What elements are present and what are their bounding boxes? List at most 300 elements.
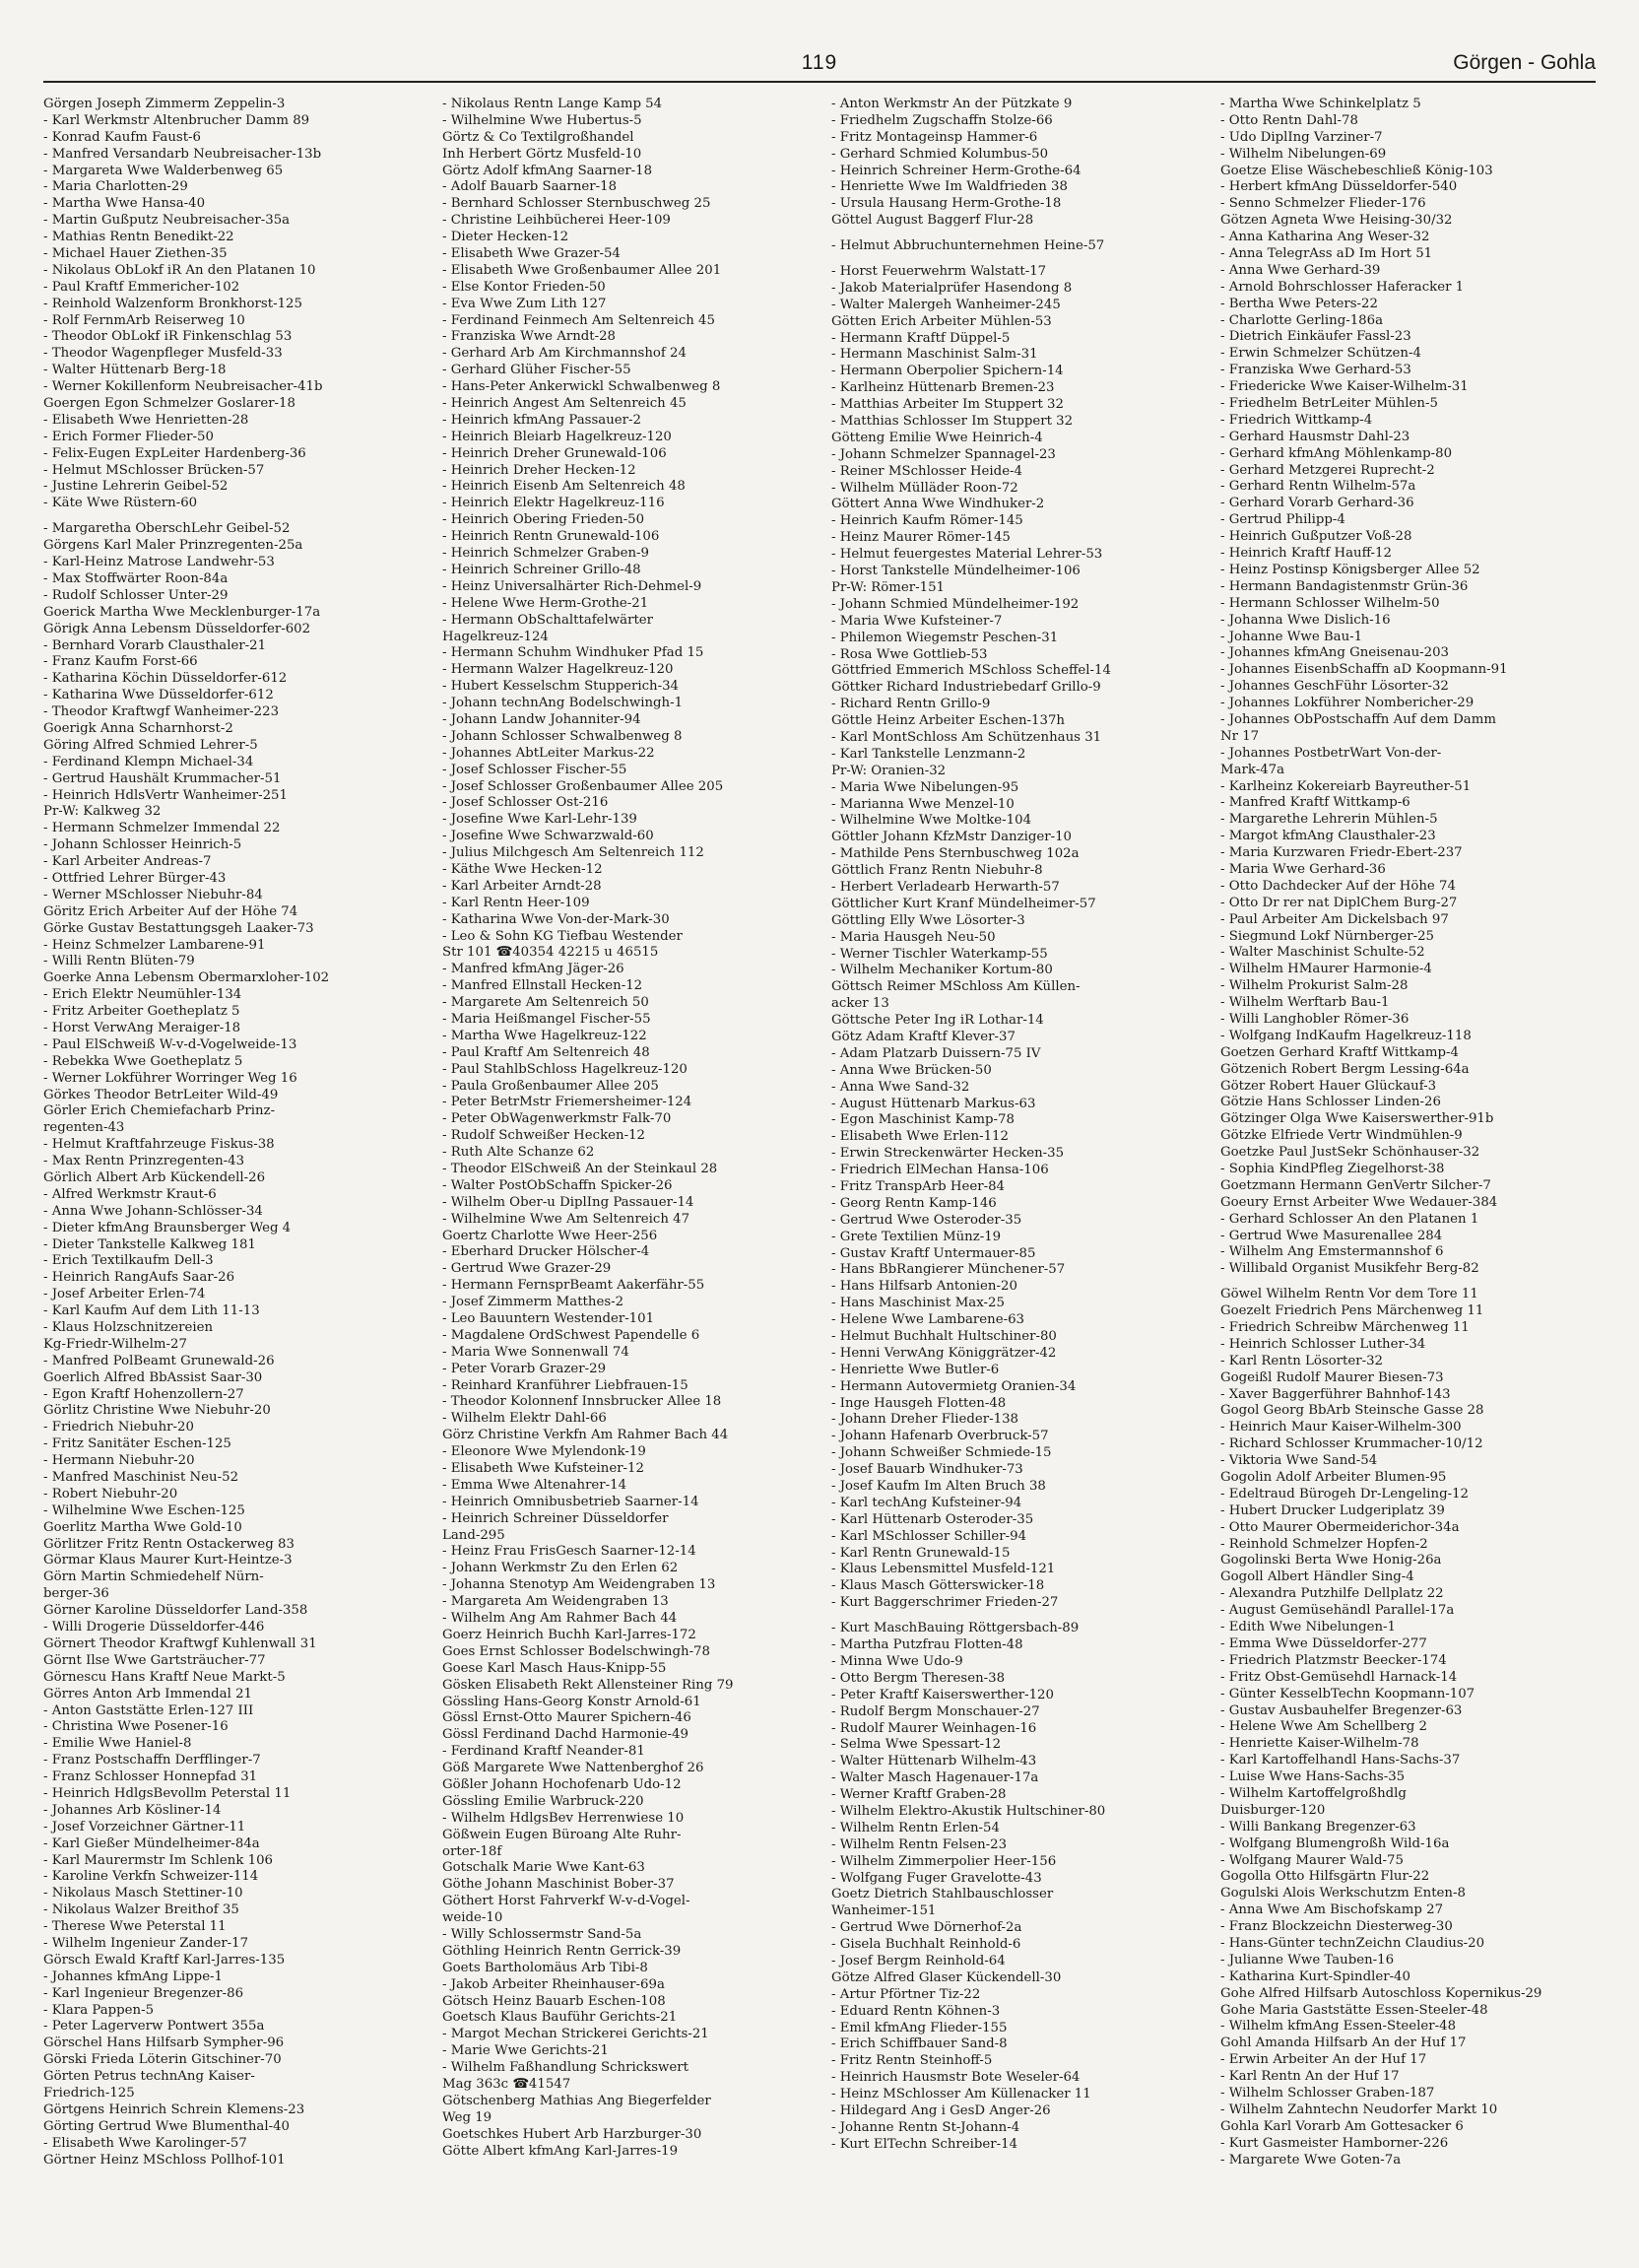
directory-entry: - Bernhard Schlosser Sternbuschweg 25 bbox=[442, 196, 711, 212]
directory-entry: - Martin Gußputz Neubreisacher-35a bbox=[43, 213, 291, 229]
directory-entry: - Helmut feuergestes Material Lehrer-53 bbox=[831, 547, 1103, 563]
directory-entry: Gössling Emilie Warbruck-220 bbox=[442, 1793, 644, 1809]
directory-entry: - Maria Hausgeh Neu-50 bbox=[831, 929, 996, 945]
directory-entry: - Manfred Maschinist Neu-52 bbox=[43, 1470, 239, 1486]
directory-entry: Göttker Richard Industriebedarf Grillo-9 bbox=[831, 680, 1101, 696]
directory-entry: - Eleonore Wwe Mylendonk-19 bbox=[442, 1444, 646, 1460]
directory-entry: - Michael Hauer Ziethen-35 bbox=[43, 246, 228, 262]
directory-entry: - Hermann FernsprBeamt Aakerfähr-55 bbox=[442, 1278, 705, 1294]
directory-entry: - Wilhelm Faßhandlung Schrickswert bbox=[442, 2060, 689, 2076]
entry-spacer bbox=[831, 1612, 1205, 1621]
directory-entry: - Friedhelm Zugschaffn Stolze-66 bbox=[831, 112, 1053, 128]
directory-entry: - Heinrich Eisenb Am Seltenreich 48 bbox=[442, 479, 686, 495]
directory-entry: Goets Bartholomäus Arb Tibi-8 bbox=[442, 1960, 648, 1975]
directory-entry: - Reiner MSchlosser Heide-4 bbox=[831, 463, 1023, 479]
directory-entry: weide-10 bbox=[442, 1910, 503, 1926]
directory-entry: Gogol Georg BbArb Steinsche Gasse 28 bbox=[1220, 1403, 1484, 1419]
directory-entry: - Anton Gaststätte Erlen-127 III bbox=[43, 1702, 254, 1718]
directory-entry: - Wilhelm HMaurer Harmonie-4 bbox=[1220, 962, 1432, 977]
directory-entry: - Rolf FernmArb Reiserweg 10 bbox=[43, 312, 245, 328]
directory-entry: - Helmut Kraftfahrzeuge Fiskus-38 bbox=[43, 1137, 275, 1153]
directory-entry: - Johanna Wwe Dislich-16 bbox=[1220, 612, 1391, 628]
directory-entry: Mag 363c ☎41547 bbox=[442, 2076, 571, 2092]
directory-entry: - Wolfgang Fuger Gravelotte-43 bbox=[831, 1870, 1042, 1886]
directory-entry: - Wilhelm HdlgsBev Herrenwiese 10 bbox=[442, 1810, 685, 1826]
directory-entry: - Karl Rentn Lösorter-32 bbox=[1220, 1353, 1383, 1368]
directory-entry: - Karlheinz Kokereiarb Bayreuther-51 bbox=[1220, 778, 1472, 794]
directory-entry: - Karl Kaufm Auf dem Lith 11-13 bbox=[43, 1303, 260, 1319]
directory-entry: Göttsch Reimer MSchloss Am Küllen- bbox=[831, 979, 1081, 995]
directory-entry: - Gerhard Schmied Kolumbus-50 bbox=[831, 146, 1049, 162]
directory-entry: - Rudolf Bergm Monschauer-27 bbox=[831, 1703, 1040, 1719]
directory-entry: Gotschalk Marie Wwe Kant-63 bbox=[442, 1860, 645, 1876]
directory-entry: - Nikolaus Walzer Breithof 35 bbox=[43, 1902, 239, 1918]
directory-entry: - Heinrich Dreher Hecken-12 bbox=[442, 462, 636, 478]
directory-entry: - Maria Kurzwaren Friedr-Ebert-237 bbox=[1220, 845, 1463, 861]
directory-entry: Göttfried Emmerich MSchloss Scheffel-14 bbox=[831, 663, 1111, 679]
directory-entry: Göttsche Peter Ing iR Lothar-14 bbox=[831, 1013, 1044, 1029]
directory-entry: Görski Frieda Löterin Gitschiner-70 bbox=[43, 2052, 282, 2068]
directory-entry: - Manfred Versandarb Neubreisacher-13b bbox=[43, 146, 322, 162]
directory-entry: - Hans-Günter technZeichn Claudius-20 bbox=[1220, 1935, 1485, 1951]
directory-entry: - Xaver Baggerführer Bahnhof-143 bbox=[1220, 1386, 1451, 1402]
directory-entry: - Johann Werkmstr Zu den Erlen 62 bbox=[442, 1561, 679, 1576]
directory-entry: Goergen Egon Schmelzer Goslarer-18 bbox=[43, 396, 295, 412]
directory-entry: Gogolin Adolf Arbeiter Blumen-95 bbox=[1220, 1470, 1447, 1486]
directory-entry: - Karl MSchlosser Schiller-94 bbox=[831, 1528, 1027, 1544]
directory-entry: - Jakob Arbeiter Rheinhauser-69a bbox=[442, 1976, 665, 1992]
directory-entry: - Rudolf Schweißer Hecken-12 bbox=[442, 1128, 645, 1144]
directory-entry: - Egon Maschinist Kamp-78 bbox=[831, 1112, 1015, 1128]
directory-entry: - Franz Postschaffn Derfflinger-7 bbox=[43, 1753, 261, 1768]
directory-entry: - Emma Wwe Altenahrer-14 bbox=[442, 1477, 627, 1493]
directory-entry: - Erich Textilkaufm Dell-3 bbox=[43, 1253, 214, 1269]
directory-entry: Goes Ernst Schlosser Bodelschwingh-78 bbox=[442, 1643, 710, 1659]
column-3 bbox=[821, 97, 1211, 2235]
directory-entry: - Karl Ingenieur Bregenzer-86 bbox=[43, 1985, 244, 2001]
directory-entry: - Wilhelm Ingenieur Zander-17 bbox=[43, 1935, 249, 1951]
directory-entry: - Johannes GeschFühr Lösorter-32 bbox=[1220, 679, 1449, 695]
directory-entry: acker 13 bbox=[831, 996, 889, 1012]
directory-entry: - Konrad Kaufm Faust-6 bbox=[43, 129, 202, 145]
directory-entry: - Jakob Materialprüfer Hasendong 8 bbox=[831, 280, 1073, 296]
directory-entry: - Heinz Universalhärter Rich-Dehmel-9 bbox=[442, 578, 702, 594]
directory-entry: - Peter Vorarb Grazer-29 bbox=[442, 1361, 607, 1376]
directory-entry: - Emilie Wwe Haniel-8 bbox=[43, 1736, 192, 1752]
directory-entry: - Walter Maschinist Schulte-52 bbox=[1220, 945, 1425, 961]
directory-entry: - Otto Dachdecker Auf der Höhe 74 bbox=[1220, 878, 1456, 894]
directory-entry: - Wilhelm Schlosser Graben-187 bbox=[1220, 2085, 1435, 2101]
directory-entry: Göttle Heinz Arbeiter Eschen-137h bbox=[831, 713, 1065, 729]
directory-entry: Gogulski Alois Werkschutzm Enten-8 bbox=[1220, 1886, 1466, 1901]
directory-entry: - Kurt ElTechn Schreiber-14 bbox=[831, 2136, 1018, 2152]
directory-entry: - Klaus Lebensmittel Musfeld-121 bbox=[831, 1562, 1056, 1577]
directory-entry: - Elisabeth Wwe Erlen-112 bbox=[831, 1129, 1009, 1145]
directory-entry: Goetzmann Hermann GenVertr Silcher-7 bbox=[1220, 1177, 1491, 1193]
directory-entry: Göttlich Franz Rentn Niebuhr-8 bbox=[831, 863, 1043, 879]
directory-entry: - Friedrich ElMechan Hansa-106 bbox=[831, 1163, 1049, 1178]
directory-entry: - Eberhard Drucker Hölscher-4 bbox=[442, 1244, 650, 1260]
directory-entry: - Christina Wwe Posener-16 bbox=[43, 1719, 229, 1735]
directory-entry: - Udo DiplIng Varziner-7 bbox=[1220, 129, 1383, 145]
directory-entry: - Heinrich Rentn Grunewald-106 bbox=[442, 529, 660, 545]
directory-entry: - Fritz Rentn Steinhoff-5 bbox=[831, 2053, 993, 2069]
directory-entry: - Heinrich kfmAng Passauer-2 bbox=[442, 412, 641, 428]
directory-entry: Goerick Martha Wwe Mecklenburger-17a bbox=[43, 604, 321, 620]
directory-entry: - Erich Elektr Neumühler-134 bbox=[43, 987, 242, 1003]
directory-entry: - Margareta Am Weidengraben 13 bbox=[442, 1594, 669, 1610]
directory-entry: - Peter Kraftf Kaiserswerther-120 bbox=[831, 1687, 1054, 1702]
directory-entry: - Walter Hüttenarb Wilhelm-43 bbox=[831, 1754, 1037, 1769]
directory-entry: Gohe Alfred Hilfsarb Autoschloss Kopernikus-29 bbox=[1220, 1985, 1542, 2001]
directory-entry: Götzen Agneta Wwe Heising-30/32 bbox=[1220, 213, 1453, 229]
directory-entry: - Johannes PostbetrWart Von-der- bbox=[1220, 745, 1442, 761]
directory-entry: - Johann Schlosser Heinrich-5 bbox=[43, 837, 242, 853]
directory-entry: - Anna TelegrAss aD Im Hort 51 bbox=[1220, 246, 1433, 262]
directory-entry: - Paul Kraftf Emmericher-102 bbox=[43, 279, 240, 295]
directory-entry: - Herbert kfmAng Düsseldorfer-540 bbox=[1220, 179, 1458, 195]
directory-entry: Götzie Hans Schlosser Linden-26 bbox=[1220, 1095, 1441, 1110]
entry-spacer bbox=[831, 230, 1205, 238]
directory-entry: - Gerhard kfmAng Möhlenkamp-80 bbox=[1220, 445, 1453, 461]
directory-entry: Götz Adam Kraftf Klever-37 bbox=[831, 1029, 1016, 1044]
directory-entry: - Johanne Rentn St-Johann-4 bbox=[831, 2119, 1020, 2135]
directory-entry: - Fritz TranspArb Heer-84 bbox=[831, 1179, 1005, 1194]
directory-entry: - Franz Kaufm Forst-66 bbox=[43, 654, 198, 670]
directory-entry: - Rudolf Schlosser Unter-29 bbox=[43, 587, 229, 603]
directory-entry: regenten-43 bbox=[43, 1120, 125, 1136]
directory-entry: - Wilhelm Kartoffelgroßhdlg bbox=[1220, 1785, 1407, 1801]
directory-entry: - Johann Schmied Mündelheimer-192 bbox=[831, 596, 1080, 612]
directory-entry: - Willi Langhobler Römer-36 bbox=[1220, 1011, 1410, 1027]
directory-entry: - Nikolaus Rentn Lange Kamp 54 bbox=[442, 97, 663, 111]
directory-entry: - Karl Gießer Mündelheimer-84a bbox=[43, 1835, 260, 1851]
directory-entry: - Hildegard Ang i GesD Anger-26 bbox=[831, 2102, 1051, 2118]
page-header bbox=[43, 51, 1596, 83]
directory-columns bbox=[43, 97, 1600, 2235]
directory-entry: - Helmut Buchhalt Hultschiner-80 bbox=[831, 1329, 1057, 1345]
directory-entry: - Johannes AbtLeiter Markus-22 bbox=[442, 745, 655, 761]
directory-entry: - Ruth Alte Schanze 62 bbox=[442, 1145, 595, 1161]
directory-entry: - Franz Schlosser Honnepfad 31 bbox=[43, 1769, 258, 1785]
directory-entry: Görlitzer Fritz Rentn Ostackerweg 83 bbox=[43, 1536, 295, 1552]
directory-entry: - Marianna Wwe Menzel-10 bbox=[831, 796, 1015, 812]
directory-entry: Goerlitz Martha Wwe Gold-10 bbox=[43, 1519, 242, 1535]
directory-entry: - Hermann ObSchalttafelwärter bbox=[442, 612, 654, 628]
directory-entry: - Gustav Ausbauhelfer Bregenzer-63 bbox=[1220, 1702, 1463, 1718]
directory-entry: - Margarete Wwe Goten-7a bbox=[1220, 2152, 1402, 2168]
directory-entry: - Hermann Oberpolier Spichern-14 bbox=[831, 364, 1064, 379]
directory-entry: - Gertrud Wwe Dörnerhof-2a bbox=[831, 1920, 1022, 1936]
directory-entry: Friedrich-125 bbox=[43, 2085, 135, 2101]
directory-entry: - Dietrich Einkäufer Fassl-23 bbox=[1220, 329, 1411, 345]
directory-entry: Görnescu Hans Kraftf Neue Markt-5 bbox=[43, 1669, 286, 1685]
directory-entry: - Mathias Rentn Benedikt-22 bbox=[43, 230, 234, 245]
directory-entry: - Karl Tankstelle Lenzmann-2 bbox=[831, 746, 1026, 762]
directory-entry: Nr 17 bbox=[1220, 728, 1260, 744]
directory-entry: Gohla Karl Vorarb Am Gottesacker 6 bbox=[1220, 2118, 1464, 2134]
directory-entry: - Josef Arbeiter Erlen-74 bbox=[43, 1287, 206, 1302]
directory-entry: Goetzen Gerhard Kraftf Wittkamp-4 bbox=[1220, 1044, 1459, 1060]
directory-entry: - Josef Schlosser Ost-216 bbox=[442, 795, 609, 811]
directory-entry: - Wilhelm Werftarb Bau-1 bbox=[1220, 995, 1390, 1011]
directory-entry: - Anna Wwe Am Bischofskamp 27 bbox=[1220, 1902, 1444, 1918]
directory-entry: Götzinger Olga Wwe Kaiserswerther-91b bbox=[1220, 1111, 1494, 1127]
directory-entry: - Max Rentn Prinzregenten-43 bbox=[43, 1154, 245, 1169]
directory-entry: Görnert Theodor Kraftwgf Kuhlenwall 31 bbox=[43, 1635, 317, 1651]
directory-entry: - Justine Lehrerin Geibel-52 bbox=[43, 479, 229, 495]
directory-entry: - Hermann Kraftf Düppel-5 bbox=[831, 330, 1011, 346]
directory-entry: - Heinrich RangAufs Saar-26 bbox=[43, 1270, 235, 1286]
directory-entry: - Helene Wwe Lambarene-63 bbox=[831, 1312, 1024, 1328]
directory-entry: Götsch Heinz Bauarb Eschen-108 bbox=[442, 1993, 666, 2009]
directory-entry: Görsch Ewald Kraftf Karl-Jarres-135 bbox=[43, 1952, 286, 1968]
directory-entry: - Willi Bankang Bregenzer-63 bbox=[1220, 1819, 1416, 1834]
directory-entry: - Heinz Postinsp Königsberger Allee 52 bbox=[1220, 562, 1480, 577]
directory-entry: - Walter Malergeh Wanheimer-245 bbox=[831, 297, 1061, 312]
directory-entry: - Karl-Heinz Matrose Landwehr-53 bbox=[43, 555, 275, 570]
directory-entry: - Hermann Bandagistenmstr Grün-36 bbox=[1220, 578, 1469, 594]
directory-entry: - Johann Schlosser Schwalbenweg 8 bbox=[442, 728, 683, 744]
directory-entry: Göttling Elly Wwe Lösorter-3 bbox=[831, 912, 1025, 928]
directory-entry: - Wilhelm Prokurist Salm-28 bbox=[1220, 978, 1409, 994]
directory-entry: Kg-Friedr-Wilhelm-27 bbox=[43, 1336, 187, 1352]
directory-entry: - Paula Großenbaumer Allee 205 bbox=[442, 1078, 659, 1094]
directory-entry: - Gertrud Wwe Grazer-29 bbox=[442, 1261, 612, 1277]
directory-entry: Mark-47a bbox=[1220, 762, 1285, 777]
directory-entry: - Heinz Maurer Römer-145 bbox=[831, 530, 1011, 546]
directory-entry: - Karl Arbeiter Arndt-28 bbox=[442, 878, 602, 894]
directory-entry: - Hermann Walzer Hagelkreuz-120 bbox=[442, 662, 674, 678]
directory-entry: - Wilhelmine Wwe Am Seltenreich 47 bbox=[442, 1211, 690, 1227]
directory-entry: - Heinrich HdlgsBevollm Peterstal 11 bbox=[43, 1785, 292, 1801]
directory-entry: - Gerhard Schlosser An den Platanen 1 bbox=[1220, 1211, 1479, 1227]
directory-entry: - Else Kontor Frieden-50 bbox=[442, 279, 606, 295]
directory-entry: - Emma Wwe Düsseldorfer-277 bbox=[1220, 1635, 1427, 1651]
column-2 bbox=[432, 97, 821, 2235]
directory-entry: - Johann Dreher Flieder-138 bbox=[831, 1412, 1019, 1428]
directory-entry: - Paul StahlbSchloss Hagelkreuz-120 bbox=[442, 1061, 688, 1077]
directory-entry: - Herbert Verladearb Herwarth-57 bbox=[831, 879, 1060, 895]
directory-entry: - Anna Wwe Gerhard-39 bbox=[1220, 262, 1381, 278]
directory-entry: - Johann technAng Bodelschwingh-1 bbox=[442, 696, 684, 711]
directory-entry: - Gustav Kraftf Untermauer-85 bbox=[831, 1245, 1036, 1261]
directory-entry: - Leo & Sohn KG Tiefbau Westender bbox=[442, 928, 683, 944]
directory-entry: - Wilhelmine Wwe Hubertus-5 bbox=[442, 112, 642, 128]
directory-entry: - Reinhold Schmelzer Hopfen-2 bbox=[1220, 1536, 1428, 1552]
directory-entry: Gogolinski Berta Wwe Honig-26a bbox=[1220, 1553, 1442, 1568]
directory-entry: - Josefine Wwe Schwarzwald-60 bbox=[442, 829, 654, 844]
directory-entry: - Friedericke Wwe Kaiser-Wilhelm-31 bbox=[1220, 379, 1469, 395]
directory-entry: - Bernhard Vorarb Clausthaler-21 bbox=[43, 637, 267, 653]
directory-entry: - Theodor Wagenpfleger Musfeld-33 bbox=[43, 346, 283, 362]
directory-entry: Göttel August Baggerf Flur-28 bbox=[831, 213, 1034, 229]
directory-entry: - Hubert Kesselschm Stupperich-34 bbox=[442, 679, 680, 695]
directory-entry: - Henriette Kaiser-Wilhelm-78 bbox=[1220, 1736, 1419, 1752]
directory-entry: - Werner MSchlosser Niebuhr-84 bbox=[43, 887, 263, 902]
directory-entry: - Johannes ObPostschaffn Auf dem Damm bbox=[1220, 711, 1496, 727]
directory-entry: - Anna Wwe Johann-Schlösser-34 bbox=[43, 1203, 263, 1219]
directory-entry: - Maria Wwe Gerhard-36 bbox=[1220, 861, 1386, 877]
directory-entry: - Erich Former Flieder-50 bbox=[43, 429, 214, 444]
entry-spacer bbox=[1220, 1278, 1594, 1287]
directory-entry: - Käthe Wwe Hecken-12 bbox=[442, 861, 603, 877]
directory-entry: Göthling Heinrich Rentn Gerrick-39 bbox=[442, 1943, 682, 1959]
directory-entry: Gößwein Eugen Büroang Alte Ruhr- bbox=[442, 1827, 682, 1842]
directory-entry: Goerz Heinrich Buchh Karl-Jarres-172 bbox=[442, 1627, 696, 1642]
directory-entry: - Gerhard Vorarb Gerhard-36 bbox=[1220, 496, 1414, 511]
directory-entry: - Josef Schlosser Großenbaumer Allee 205 bbox=[442, 778, 724, 794]
directory-entry: - Richard Rentn Grillo-9 bbox=[831, 697, 991, 712]
directory-entry: - Ottfried Lehrer Bürger-43 bbox=[43, 870, 227, 886]
directory-entry: Görnt Ilse Wwe Gartsträucher-77 bbox=[43, 1652, 266, 1668]
directory-entry: Gogoll Albert Händler Sing-4 bbox=[1220, 1569, 1414, 1585]
directory-entry: - Heinrich Kaufm Römer-145 bbox=[831, 513, 1023, 529]
entry-spacer bbox=[831, 255, 1205, 264]
directory-entry: - Wilhelm Nibelungen-69 bbox=[1220, 146, 1387, 162]
page-number: 119 bbox=[801, 51, 838, 74]
directory-entry: - Siegmund Lokf Nürnberger-25 bbox=[1220, 928, 1434, 944]
directory-entry: Görres Anton Arb Immendal 21 bbox=[43, 1686, 253, 1701]
directory-entry: Görtner Heinz MSchloss Pollhof-101 bbox=[43, 2152, 286, 2168]
directory-entry: Göttert Anna Wwe Windhuker-2 bbox=[831, 497, 1045, 512]
directory-entry: Goetschkes Hubert Arb Harzburger-30 bbox=[442, 2126, 702, 2142]
directory-entry: - Senno Schmelzer Flieder-176 bbox=[1220, 196, 1426, 212]
directory-entry: - Wolfgang Maurer Wald-75 bbox=[1220, 1852, 1404, 1868]
directory-entry: - Willi Rentn Blüten-79 bbox=[43, 954, 195, 969]
directory-entry: - Karl techAng Kufsteiner-94 bbox=[831, 1495, 1022, 1510]
directory-entry: - Max Stoffwärter Roon-84a bbox=[43, 570, 229, 586]
directory-entry: - Franziska Wwe Gerhard-53 bbox=[1220, 363, 1411, 378]
directory-entry: Wanheimer-151 bbox=[831, 1903, 937, 1919]
column-4 bbox=[1211, 97, 1600, 2235]
directory-entry: - Fritz Montageinsp Hammer-6 bbox=[831, 129, 1038, 145]
directory-entry: Görlich Albert Arb Kückendell-26 bbox=[43, 1170, 266, 1185]
directory-entry: - Artur Pförtner Tiz-22 bbox=[831, 1986, 981, 2002]
directory-entry: - Dieter kfmAng Braunsberger Weg 4 bbox=[43, 1220, 292, 1235]
directory-entry: Gohl Amanda Hilfsarb An der Huf 17 bbox=[1220, 2035, 1467, 2051]
directory-entry: - Karl Rentn An der Huf 17 bbox=[1220, 2069, 1400, 2085]
directory-entry: Görlitz Christine Wwe Niebuhr-20 bbox=[43, 1403, 271, 1419]
directory-entry: - Werner Tischler Waterkamp-55 bbox=[831, 946, 1048, 962]
directory-entry: - Wilhelm Zimmerpolier Heer-156 bbox=[831, 1853, 1057, 1869]
directory-entry: - Otto Rentn Dahl-78 bbox=[1220, 112, 1358, 128]
directory-entry: - Felix-Eugen ExpLeiter Hardenberg-36 bbox=[43, 445, 306, 461]
directory-entry: - Kurt Baggerschrimer Frieden-27 bbox=[831, 1595, 1059, 1611]
directory-entry: - Dieter Hecken-12 bbox=[442, 230, 569, 245]
directory-entry: - Paul Kraftf Am Seltenreich 48 bbox=[442, 1044, 650, 1060]
directory-entry: - Manfred PolBeamt Grunewald-26 bbox=[43, 1353, 275, 1368]
directory-entry: - Elisabeth Wwe Kufsteiner-12 bbox=[442, 1461, 644, 1477]
directory-entry: - Werner Kokillenform Neubreisacher-41b bbox=[43, 379, 323, 395]
directory-entry: - Nikolaus Masch Stettiner-10 bbox=[43, 1886, 243, 1901]
directory-entry: - Johanna Stenotyp Am Weidengraben 13 bbox=[442, 1577, 716, 1593]
directory-entry: Götteng Emilie Wwe Heinrich-4 bbox=[831, 430, 1043, 445]
directory-entry: Götzenich Robert Bergm Lessing-64a bbox=[1220, 1061, 1470, 1077]
directory-entry: - Erwin Arbeiter An der Huf 17 bbox=[1220, 2052, 1427, 2068]
directory-entry: - Johannes kfmAng Lippe-1 bbox=[43, 1968, 224, 1984]
directory-entry: Göß Margarete Wwe Nattenberghof 26 bbox=[442, 1761, 704, 1776]
directory-entry: - Heinrich Hausmstr Bote Weseler-64 bbox=[831, 2070, 1081, 2086]
directory-entry: - Wilhelm Ang Emstermannshof 6 bbox=[1220, 1244, 1444, 1260]
directory-entry: - Gertrud Haushält Krummacher-51 bbox=[43, 770, 282, 786]
directory-entry: - Karoline Verkfn Schweizer-114 bbox=[43, 1869, 259, 1885]
directory-entry: - Otto Bergm Theresen-38 bbox=[831, 1670, 1006, 1686]
directory-entry: - Ferdinand Feinmech Am Seltenreich 45 bbox=[442, 312, 715, 328]
directory-entry: - Erwin Streckenwärter Hecken-35 bbox=[831, 1146, 1065, 1162]
directory-entry: Goezelt Friedrich Pens Märchenweg 11 bbox=[1220, 1303, 1484, 1319]
directory-entry: - Fritz Arbeiter Goetheplatz 5 bbox=[43, 1004, 240, 1020]
directory-entry: - Wilhelm Elektro-Akustik Hultschiner-80 bbox=[831, 1803, 1106, 1819]
directory-entry: Goertz Charlotte Wwe Heer-256 bbox=[442, 1228, 658, 1243]
directory-entry: - Martha Wwe Hagelkreuz-122 bbox=[442, 1028, 647, 1043]
directory-entry: Görz Christine Verkfn Am Rahmer Bach 44 bbox=[442, 1428, 729, 1443]
directory-entry: - Julianne Wwe Tauben-16 bbox=[1220, 1952, 1395, 1968]
directory-entry: - Heinrich Angest Am Seltenreich 45 bbox=[442, 396, 687, 412]
directory-entry: Gogolla Otto Hilfsgärtn Flur-22 bbox=[1220, 1869, 1430, 1885]
directory-entry: - Wilhelmine Wwe Moltke-104 bbox=[831, 813, 1032, 829]
directory-entry: Göritz Erich Arbeiter Auf der Höhe 74 bbox=[43, 903, 298, 919]
directory-entry: - Josef Bergm Reinhold-64 bbox=[831, 1953, 1006, 1968]
directory-entry: - Elisabeth Wwe Henrietten-28 bbox=[43, 412, 249, 428]
directory-entry: - Kurt MaschBauing Röttgersbach-89 bbox=[831, 1621, 1080, 1636]
directory-entry: berger-36 bbox=[43, 1586, 109, 1602]
directory-entry: - Gerhard Glüher Fischer-55 bbox=[442, 363, 631, 378]
directory-entry: - Leo Bauuntern Westender-101 bbox=[442, 1311, 655, 1327]
directory-entry: Gössl Ernst-Otto Maurer Spichern-46 bbox=[442, 1710, 691, 1726]
directory-entry: Goerigk Anna Scharnhorst-2 bbox=[43, 720, 233, 736]
directory-entry: - Erwin Schmelzer Schützen-4 bbox=[1220, 346, 1421, 362]
directory-entry: - Viktoria Wwe Sand-54 bbox=[1220, 1453, 1378, 1469]
directory-entry: - Maria Wwe Nibelungen-95 bbox=[831, 779, 1019, 795]
directory-entry: - Theodor Kolonnenf Innsbrucker Allee 18 bbox=[442, 1394, 722, 1410]
directory-entry: - Friedhelm BetrLeiter Mühlen-5 bbox=[1220, 396, 1438, 412]
directory-entry: Götschenberg Mathias Ang Biegerfelder bbox=[442, 2093, 711, 2108]
directory-entry: - Gerhard Hausmstr Dahl-23 bbox=[1220, 429, 1410, 444]
directory-entry: - Martha Putzfrau Flotten-48 bbox=[831, 1637, 1023, 1653]
directory-entry: Göwel Wilhelm Rentn Vor dem Tore 11 bbox=[1220, 1287, 1478, 1302]
directory-entry: Götzer Robert Hauer Glückauf-3 bbox=[1220, 1078, 1437, 1094]
directory-entry: Görschel Hans Hilfsarb Sympher-96 bbox=[43, 2035, 285, 2051]
directory-entry: - Hermann Niebuhr-20 bbox=[43, 1453, 195, 1469]
column-1 bbox=[43, 97, 432, 2235]
directory-entry: - Friedrich Niebuhr-20 bbox=[43, 1420, 194, 1435]
directory-entry: Goerlich Alfred BbAssist Saar-30 bbox=[43, 1369, 263, 1385]
directory-entry: - Otto Dr rer nat DiplChem Burg-27 bbox=[1220, 895, 1458, 910]
directory-entry: - Wilhelm Rentn Felsen-23 bbox=[831, 1836, 1008, 1852]
directory-entry: - Wilhelm Rentn Erlen-54 bbox=[831, 1820, 1000, 1835]
directory-entry: - Karl MontSchloss Am Schützenhaus 31 bbox=[831, 729, 1102, 745]
directory-entry: - Georg Rentn Kamp-146 bbox=[831, 1195, 997, 1211]
directory-entry: Görgens Karl Maler Prinzregenten-25a bbox=[43, 538, 303, 554]
directory-entry: - August Hüttenarb Markus-63 bbox=[831, 1096, 1036, 1111]
directory-entry: Pr-W: Römer-151 bbox=[831, 579, 946, 595]
directory-entry: - Sophia KindPfleg Ziegelhorst-38 bbox=[1220, 1162, 1445, 1176]
directory-entry: - Hans Maschinist Max-25 bbox=[831, 1296, 1005, 1311]
directory-entry: - Friedrich Platzmstr Beecker-174 bbox=[1220, 1652, 1447, 1668]
directory-entry: - Anton Werkmstr An der Pützkate 9 bbox=[831, 97, 1073, 111]
directory-entry: - Egon Kraftf Hohenzollern-27 bbox=[43, 1386, 244, 1402]
directory-entry: - Klaus Masch Götterswicker-18 bbox=[831, 1578, 1045, 1594]
directory-entry: - Gertrud Wwe Osteroder-35 bbox=[831, 1212, 1022, 1228]
directory-entry: Göthe Johann Maschinist Bober-37 bbox=[442, 1877, 675, 1893]
directory-entry: - Reinhold Walzenform Bronkhorst-125 bbox=[43, 296, 302, 311]
directory-entry: Görtgens Heinrich Schrein Klemens-23 bbox=[43, 2101, 305, 2117]
directory-entry: Goetsch Klaus Bauführ Gerichts-21 bbox=[442, 2010, 678, 2026]
directory-entry: - Hermann Schuhm Windhuker Pfad 15 bbox=[442, 645, 704, 661]
directory-entry: Göring Alfred Schmied Lehrer-5 bbox=[43, 737, 258, 753]
directory-entry: - Henriette Wwe Im Waldfrieden 38 bbox=[831, 179, 1068, 195]
